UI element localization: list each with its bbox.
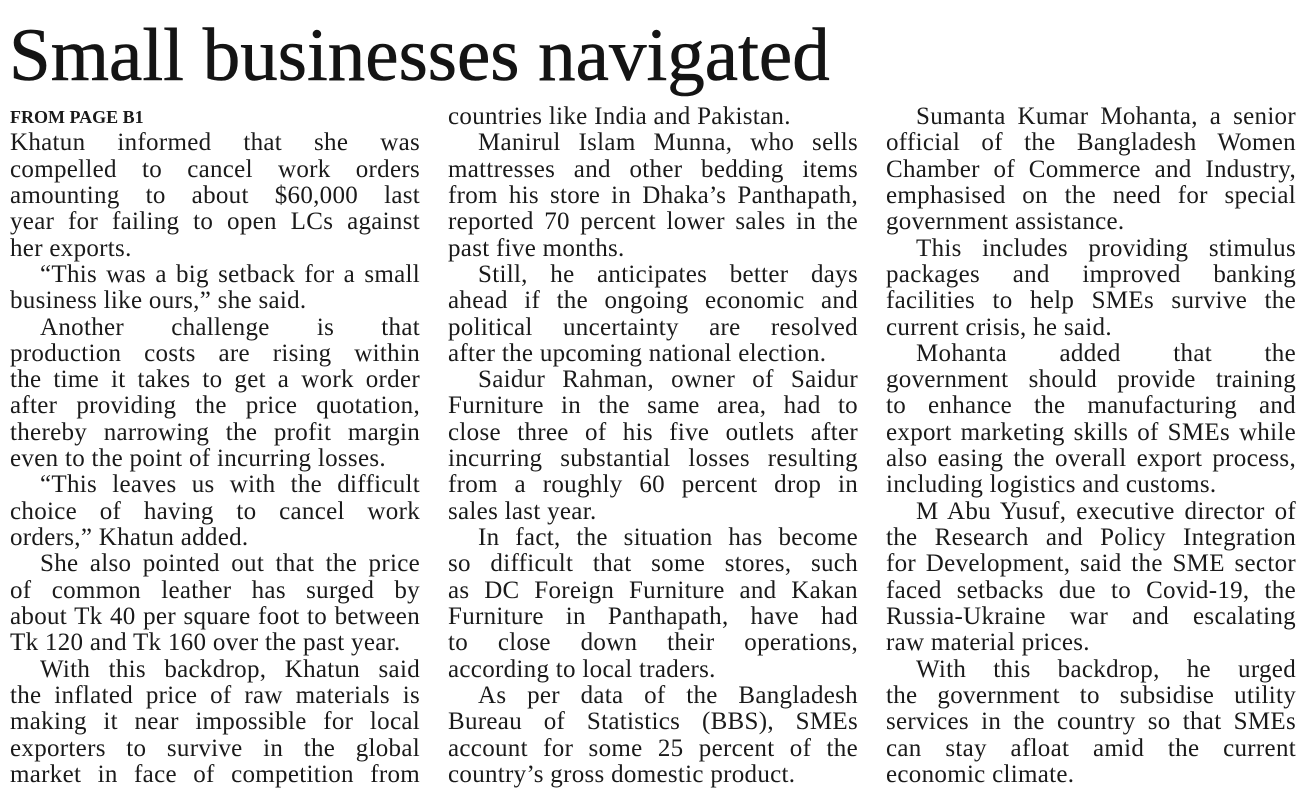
text-line: close three of his five outlets after [448,418,858,446]
text-line: of common leather has surged by [10,576,420,604]
text-line: This includes providing stimulus [916,234,1296,262]
paragraph [10,315,420,473]
text-line: amounting to about $60,000 last [10,181,420,209]
text-line: Tk 120 and Tk 160 over the past year. [10,629,401,657]
text-line: the government to subsidise utility [886,681,1296,709]
paragraph [448,525,858,683]
paragraph [448,130,858,262]
text-line: With this backdrop, Khatun said [40,655,420,683]
paragraph [448,262,858,367]
text-line: packages and improved banking [886,260,1296,288]
text-line: exporters to survive in the global [10,734,420,762]
text-line: as DC Foreign Furniture and Kakan [448,576,858,604]
text-line: from his store in Dhaka’s Panthapath, [448,181,858,209]
text-line: after the upcoming national election. [448,339,827,367]
text-line: account for some 25 percent of the [448,734,858,762]
text-line: M Abu Yusuf, executive director of [916,497,1296,525]
text-line: export marketing skills of SMEs while [886,418,1296,446]
text-line: As per data of the Bangladesh [478,681,858,709]
text-line: to enhance the manufacturing and [886,392,1296,420]
text-line: business like ours,” she said. [10,287,307,315]
text-line: about Tk 40 per square foot to between [10,602,420,630]
text-line: also easing the overall export process, [886,445,1296,473]
text-line: faced setbacks due to Covid-19, the [886,576,1296,604]
text-line: services in the country so that SMEs [886,708,1296,736]
text-line: Mohanta added that the [916,339,1296,367]
paragraph [448,104,858,130]
text-line: the Research and Policy Integration [886,524,1296,551]
text-line: mattresses and other bedding items [448,155,858,183]
text-line: economic climate. [886,760,1075,788]
text-line: thereby narrowing the profit margin [10,418,420,446]
text-line: making it near impossible for local [10,708,420,736]
text-line: countries like India and Pakistan. [448,103,791,130]
text-line: sales last year. [448,497,597,525]
text-line: compelled to cancel work orders [10,155,420,183]
text-line: Russia-Ukraine war and escalating [886,602,1296,630]
text-line: past five months. [448,234,625,262]
text-line: With this backdrop, he urged [916,655,1296,683]
paragraph [886,236,1296,341]
article-column-3 [886,104,1296,788]
text-line: her exports. [10,234,132,262]
text-line: the time it takes to get a work order [10,366,420,394]
paragraph [448,367,858,525]
text-line: incurring substantial losses resulting [448,445,858,473]
text-line: year for failing to open LCs against [10,208,420,236]
text-line: Furniture in the same area, had to [448,392,858,420]
text-line: Still, he anticipates better days [478,260,858,288]
paragraph [10,472,420,551]
text-line: Bureau of Statistics (BBS), SMEs [448,708,858,736]
text-line: current crisis, he said. [886,313,1112,341]
text-line: Manirul Islam Munna, who sells [478,129,858,157]
text-line: Another challenge is that [40,313,420,341]
text-line: “This leaves us with the difficult [40,471,420,499]
text-line: emphasised on the need for special [886,181,1296,209]
text-line: raw material prices. [886,629,1090,657]
paragraph [886,657,1296,789]
text-line: government assistance. [886,208,1125,236]
text-line: even to the point of incurring losses. [10,445,386,473]
text-line: according to local traders. [448,655,716,683]
text-line: choice of having to cancel work [10,497,420,525]
headline: Small businesses navigated [9,14,830,97]
paragraph [886,104,1296,236]
text-line: after providing the price quotation, [10,392,420,420]
text-line: political uncertainty are resolved [448,313,858,341]
text-line: production costs are rising within [10,339,420,367]
text-line: facilities to help SMEs survive the [886,287,1296,315]
text-line: Saidur Rahman, owner of Saidur [478,366,858,394]
text-line: from a roughly 60 percent drop in [448,471,858,499]
text-line: Chamber of Commerce and Industry, [886,155,1296,183]
paragraph [10,657,420,789]
text-line: She also pointed out that the price [40,550,420,578]
text-line: “This was a big setback for a small [40,260,420,288]
text-line: official of the Bangladesh Women [886,129,1296,157]
text-line: government should provide training [886,366,1296,394]
paragraph [10,262,420,315]
text-line: for Development, said the SME sector [886,550,1296,578]
text-line: country’s gross domestic product. [448,760,796,788]
text-line: orders,” Khatun added. [10,524,249,551]
article-column-1 [10,104,420,788]
paragraph [10,551,420,656]
text-line: so difficult that some stores, such [448,550,858,578]
text-line: Furniture in Panthapath, have had [448,602,858,630]
text-line: can stay afloat amid the current [886,734,1296,762]
paragraph [886,499,1296,657]
text-line: to close down their operations, [448,629,858,657]
text-line: including logistics and customs. [886,471,1217,499]
text-line: the inflated price of raw materials is [10,681,420,709]
text-line: Khatun informed that she was [10,129,420,157]
article-column-2 [448,104,858,788]
text-line: reported 70 percent lower sales in the [448,208,858,236]
text-line: market in face of competition from [10,760,420,788]
text-line: In fact, the situation has become [478,524,858,551]
text-line: Sumanta Kumar Mohanta, a senior [916,103,1296,130]
paragraph [10,130,420,262]
text-line: ahead if the ongoing economic and [448,287,858,315]
jump-line: FROM PAGE B1 [10,107,144,127]
paragraph [448,683,858,788]
paragraph [886,341,1296,499]
